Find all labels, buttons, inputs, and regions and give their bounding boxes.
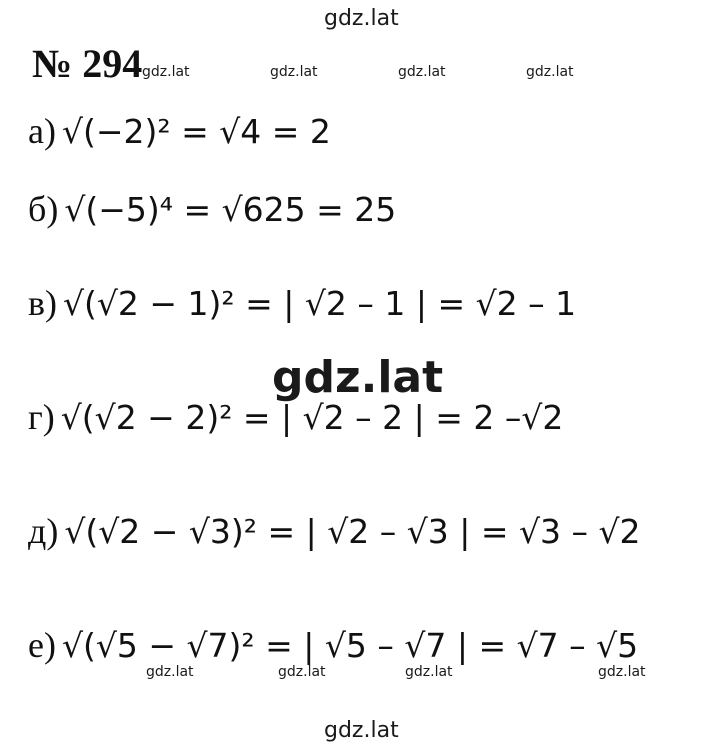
line-e xyxy=(28,624,638,666)
line-math: √(√5 − √7)² = | √5 – √7 | = √7 – √5 xyxy=(61,626,639,665)
line-math: √(−2)² = √4 = 2 xyxy=(61,112,331,151)
line-label: а) xyxy=(28,111,56,151)
line-b xyxy=(28,188,396,230)
line-a xyxy=(28,110,331,152)
line-v xyxy=(28,282,576,324)
watermark-small: gdz.lat xyxy=(278,664,326,680)
watermark-small: gdz.lat xyxy=(142,64,190,80)
line-label: г) xyxy=(28,397,55,437)
line-label: в) xyxy=(28,283,57,323)
watermark-center: gdz.lat xyxy=(272,352,444,403)
line-d xyxy=(28,510,641,552)
watermark-small: gdz.lat xyxy=(405,664,453,680)
line-label: б) xyxy=(28,189,59,229)
watermark-small: gdz.lat xyxy=(398,64,446,80)
line-math: √(−5)⁴ = √625 = 25 xyxy=(64,190,397,229)
line-label: е) xyxy=(28,625,56,665)
watermark-small: gdz.lat xyxy=(598,664,646,680)
line-math: √(√2 − 1)² = | √2 – 1 | = √2 – 1 xyxy=(63,284,577,323)
watermark-top: gdz.lat xyxy=(324,6,399,31)
line-math: √(√2 − 2)² = | √2 – 2 | = 2 –√2 xyxy=(60,398,564,437)
line-label: д) xyxy=(28,511,59,551)
watermark-small: gdz.lat xyxy=(146,664,194,680)
watermark-small: gdz.lat xyxy=(526,64,574,80)
watermark-small: gdz.lat xyxy=(270,64,318,80)
watermark-bottom: gdz.lat xyxy=(324,718,399,743)
exercise-number: № 294 xyxy=(32,41,143,86)
line-math: √(√2 − √3)² = | √2 – √3 | = √3 – √2 xyxy=(64,512,641,551)
